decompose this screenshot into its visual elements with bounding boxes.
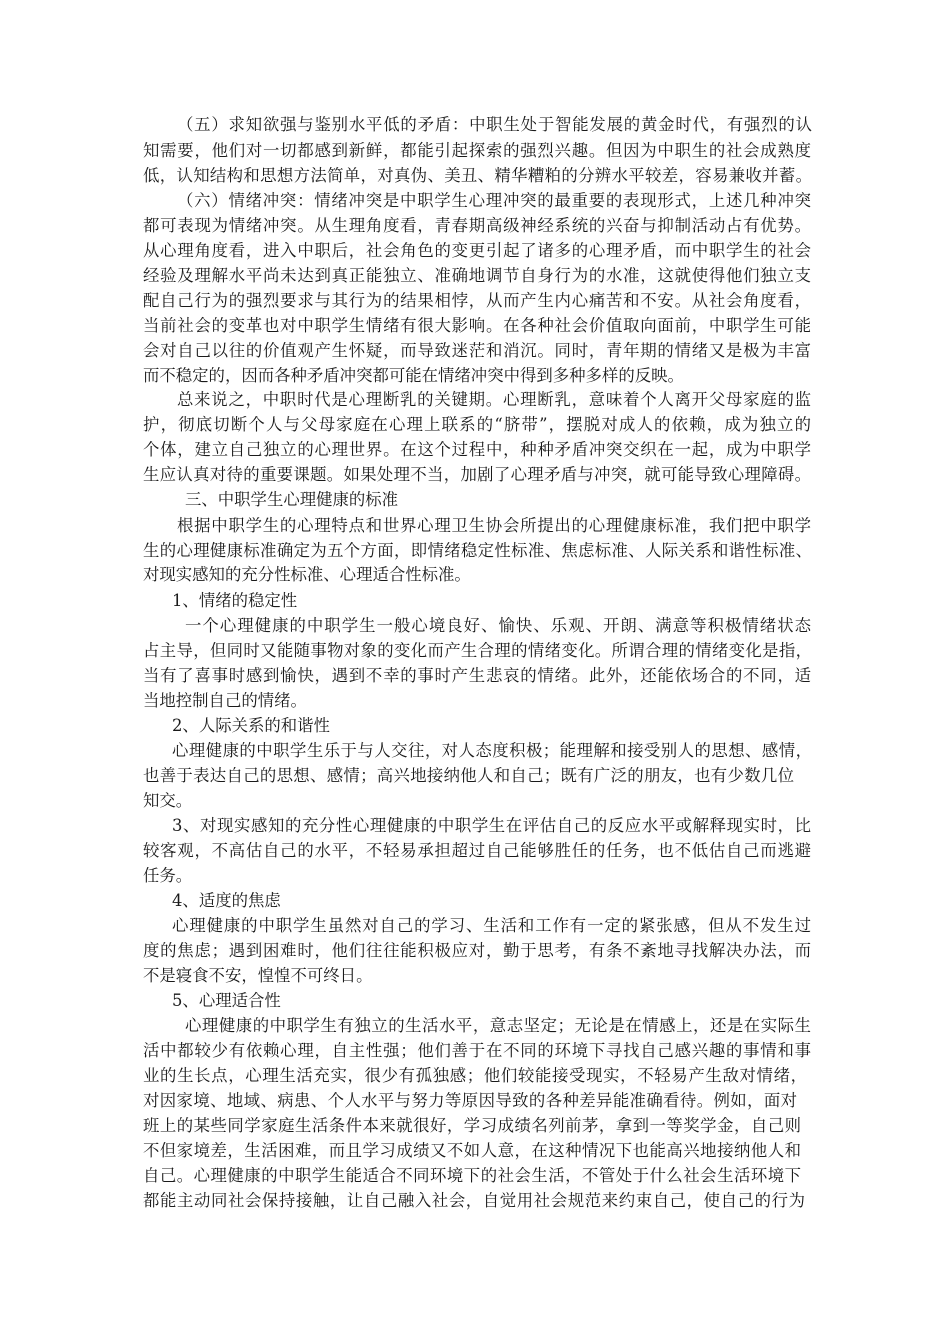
item-5-line-8: 都能主动同社会保持接触，让自己融入社会，自觉用社会规范来约束自己，使自己的行为 — [143, 1191, 805, 1210]
section-3-heading: 三、中职学生心理健康的标准 — [185, 490, 399, 509]
standards-intro-line-3: 对现实感知的充分性标准、心理适合性标准。 — [143, 565, 471, 584]
item-3-line-2: 较客观，不高估自己的水平，不轻易承担超过自己能够胜任的任务，也不低估自己而逃避 — [143, 841, 811, 860]
item-2-line-3: 知交。 — [143, 791, 193, 810]
para-6-line-8: 而不稳定的，因而各种矛盾冲突都可能在情绪冲突中得到多种多样的反映。 — [143, 366, 684, 385]
para-5-line-2: 知需要，他们对一切都感到新鲜，都能引起探索的强烈兴趣。但因为中职生的社会成熟度 — [143, 141, 811, 160]
subheading-5: 5、心理适合性 — [172, 991, 281, 1010]
item-1-line-3: 当有了喜事时感到愉快，遇到不幸的事时产生悲哀的情绪。此外，还能依场合的不同，适 — [143, 666, 811, 685]
standards-intro-line-2: 生的心理健康标准确定为五个方面，即情绪稳定性标准、焦虑标准、人际关系和谐性标准、 — [143, 541, 812, 560]
para-6-line-4: 经验及理解水平尚未达到真正能独立、准确地调节自身行为的水准，这就使得他们独立支 — [143, 266, 811, 285]
item-4-line-3: 不是寝食不安，惶惶不可终日。 — [143, 966, 373, 985]
para-6-line-5: 配自己行为的强烈要求与其行为的结果相悖，从而产生内心痛苦和不安。从社会角度看， — [143, 291, 811, 310]
summary-line-3: 个体，建立自己独立的心理世界。在这个过程中，种种矛盾冲突交织在一起，成为中职学 — [143, 440, 811, 459]
summary-line-4: 生应认真对待的重要课题。如果处理不当，加剧了心理矛盾与冲突，就可能导致心理障碍。 — [143, 465, 811, 484]
para-6-line-1: （六）情绪冲突：情绪冲突是中职学生心理冲突的最重要的表现形式，上述几种冲突 — [177, 191, 811, 210]
item-4-line-2: 度的焦虑；遇到困难时，他们往往能积极应对，勤于思考，有条不紊地寻找解决办法，而 — [143, 941, 811, 960]
para-6-line-6: 当前社会的变革也对中职学生情绪有很大影响。在各种社会价值取向面前，中职学生可能 — [143, 316, 811, 335]
item-4-line-1: 心理健康的中职学生虽然对自己的学习、生活和工作有一定的紧张感，但从不发生过 — [172, 916, 811, 935]
item-1-line-2: 占主导，但同时又能随事物对象的变化而产生合理的情绪变化。所谓合理的情绪变化是指， — [143, 641, 812, 660]
para-5-line-3: 低，认知结构和思想方法简单，对真伪、美丑、精华糟粕的分辨水平较差，容易兼收并蓄。 — [143, 166, 812, 185]
item-2-line-1: 心理健康的中职学生乐于与人交往，对人态度积极；能理解和接受别人的思想、感情， — [172, 741, 812, 760]
subheading-1: 1、情绪的稳定性 — [172, 591, 298, 610]
item-1-line-1: 一个心理健康的中职学生一般心境良好、愉快、乐观、开朗、满意等积极情绪状态 — [185, 616, 811, 635]
item-2-line-2: 也善于表达自己的思想、感情；高兴地接纳他人和自己；既有广泛的朋友，也有少数几位 — [143, 766, 794, 785]
summary-line-1: 总来说之，中职时代是心理断乳的关键期。心理断乳，意味着个人离开父母家庭的监 — [177, 390, 811, 409]
item-5-line-3: 业的生长点，心理生活充实，很少有孤独感；他们较能接受现实，不轻易产生敌对情绪， — [143, 1066, 807, 1085]
summary-line-2: 护，彻底切断个人与父母家庭在心理上联系的“脐带”，摆脱对成人的依赖，成为独立的 — [143, 415, 811, 434]
item-5-line-6: 不但家境差，生活困难，而且学习成绩又不如人意，在这种情况下也能高兴地接纳他人和 — [143, 1141, 801, 1160]
para-5-line-1: （五）求知欲强与鉴别水平低的矛盾：中职生处于智能发展的黄金时代，有强烈的认 — [177, 115, 812, 134]
item-1-line-4: 当地控制自己的情绪。 — [143, 691, 307, 710]
item-3-line-3: 任务。 — [143, 866, 193, 885]
item-5-line-2: 活中都较少有依赖心理，自主性强；他们善于在不同的环境下寻找自己感兴趣的事情和事 — [143, 1041, 811, 1060]
item-5-line-7: 自己。心理健康的中职学生能适合不同环境下的社会生活，不管处于什么社会生活环境下 — [143, 1166, 801, 1185]
subheading-4: 4、适度的焦虑 — [172, 891, 281, 910]
para-6-line-3: 从心理角度看，进入中职后，社会角色的变更引起了诸多的心理矛盾，而中职学生的社会 — [143, 241, 811, 260]
item-5-line-1: 心理健康的中职学生有独立的生活水平，意志坚定；无论是在情感上，还是在实际生 — [185, 1016, 811, 1035]
item-3-line-1: 3、对现实感知的充分性心理健康的中职学生在评估自己的反应水平或解释现实时，比 — [172, 816, 811, 835]
para-6-line-7: 会对自己以往的价值观产生怀疑，而导致迷茫和消沉。同时，青年期的情绪又是极为丰富 — [143, 341, 811, 360]
subheading-2: 2、人际关系的和谐性 — [172, 716, 330, 735]
item-5-line-4: 对因家境、地域、病患、个人水平与努力等原因导致的各种差异能准确看待。例如，面对 — [143, 1091, 797, 1110]
standards-intro-line-1: 根据中职学生的心理特点和世界心理卫生协会所提出的心理健康标准，我们把中职学 — [177, 516, 811, 535]
para-6-line-2: 都可表现为情绪冲突。从生理角度看，青春期高级神经系统的兴奋与抑制活动占有优势。 — [143, 216, 811, 235]
item-5-line-5: 班上的某些同学家庭生活条件本来就很好，学习成绩名列前茅，拿到一等奖学金，自己则 — [143, 1116, 801, 1135]
